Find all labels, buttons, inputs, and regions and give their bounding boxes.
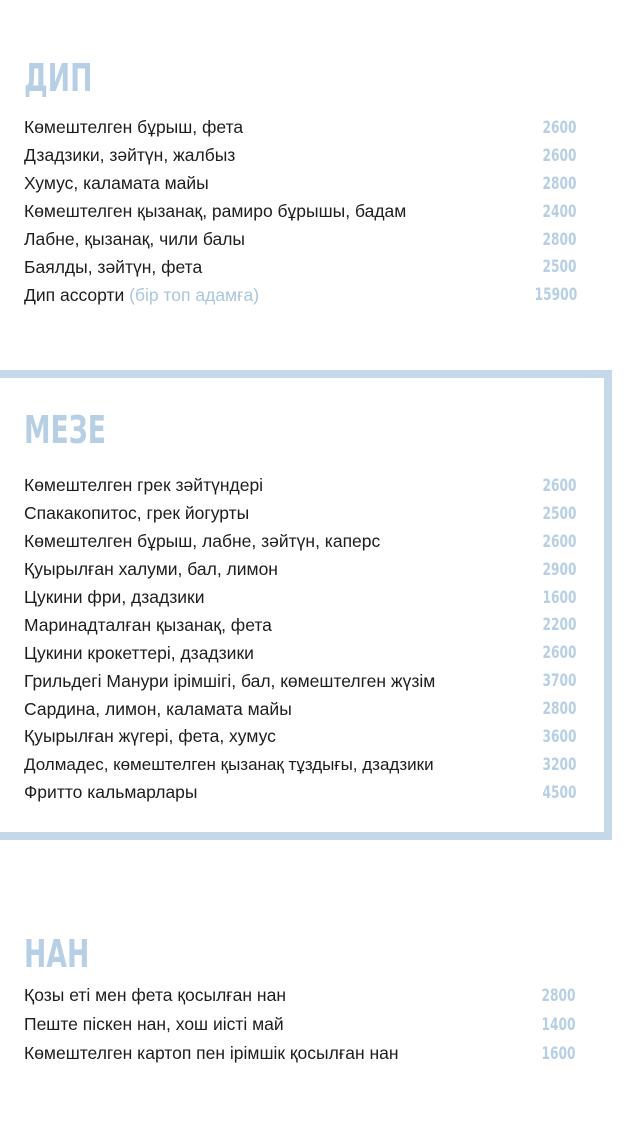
- item-name: Көмештелген грек зәйтүндері: [24, 475, 264, 496]
- item-name: Цукини фри, дзадзики: [24, 587, 205, 607]
- list-item: [24, 981, 576, 1010]
- item-price: 2500: [542, 503, 577, 524]
- meze-list: [24, 472, 577, 807]
- item-name-main: Дип ассорти: [24, 284, 125, 305]
- item-price: 2600: [542, 145, 577, 166]
- list-item: [24, 142, 577, 170]
- item-price: 2600: [542, 643, 577, 664]
- item-price: 4500: [542, 782, 577, 803]
- item-price: 15900: [534, 285, 577, 306]
- item-name: Қуырылған халуми, бал, лимон: [24, 559, 278, 580]
- item-price: 2800: [542, 229, 577, 250]
- item-price: 2500: [542, 257, 577, 278]
- list-item: [24, 639, 577, 667]
- item-price: 2900: [542, 559, 577, 580]
- item-name: Пеште піскен нан, хош иісті май: [24, 1014, 284, 1034]
- list-item: [24, 1039, 576, 1068]
- list-item: [24, 198, 577, 226]
- item-name: Фритто кальмарлары: [24, 782, 198, 803]
- item-name: Долмадес, көмештелген қызанақ тұздығы, дзадзики: [24, 754, 434, 774]
- list-item: [24, 611, 577, 639]
- item-note: (бір топ адамға): [129, 284, 260, 305]
- item-name: Спакакопитос, грек йогурты: [24, 503, 250, 524]
- item-price: 1400: [541, 1014, 576, 1035]
- dip-list: [24, 114, 577, 309]
- item-name: Дзадзики, зәйтүн, жалбыз: [24, 145, 236, 166]
- item-price: 2800: [542, 699, 577, 720]
- item-price: 1600: [542, 587, 577, 608]
- item-name: Маринадталған қызанақ, фета: [24, 614, 272, 635]
- item-price: 1600: [541, 1043, 576, 1064]
- item-name: Цукини крокеттері, дзадзики: [24, 642, 254, 663]
- list-item: [24, 281, 577, 309]
- item-name: Грильдегі Манури ірімшігі, бал, көмештелген жүзім: [24, 670, 436, 691]
- nan-list: [24, 981, 576, 1068]
- item-name: Хумус, каламата майы: [24, 173, 209, 194]
- item-price: 3700: [542, 671, 577, 692]
- list-item: [24, 723, 577, 751]
- list-item: [24, 556, 577, 584]
- item-name: Көмештелген картоп пен ірімшік қосылған нан: [24, 1043, 399, 1063]
- item-name: Баялды, зәйтүн, фета: [24, 256, 203, 277]
- list-item: [24, 751, 577, 779]
- list-item: [24, 695, 577, 723]
- list-item: [24, 253, 577, 281]
- list-item: [24, 226, 577, 254]
- list-item: [24, 170, 577, 198]
- list-item: [24, 114, 577, 142]
- list-item: [24, 779, 577, 807]
- list-item: [24, 500, 577, 528]
- list-item: [24, 584, 577, 612]
- item-name: [24, 285, 259, 306]
- item-name: Қозы еті мен фета қосылған нан: [24, 985, 286, 1005]
- section-title-nan: НАН: [24, 932, 90, 976]
- item-price: 2600: [542, 475, 577, 496]
- list-item: [24, 528, 577, 556]
- item-price: 2600: [542, 531, 577, 552]
- list-item: [24, 667, 577, 695]
- item-price: 2600: [542, 117, 577, 138]
- item-price: 2200: [542, 615, 577, 636]
- item-name: Көмештелген бұрыш, лабне, зәйтүн, каперс: [24, 531, 381, 552]
- item-price: 2800: [541, 985, 576, 1006]
- item-price: 2800: [542, 173, 577, 194]
- item-name: Қуырылған жүгері, фета, хумус: [24, 726, 276, 747]
- item-price: 3600: [542, 726, 577, 747]
- list-item: [24, 1010, 576, 1039]
- item-name: Сардина, лимон, каламата майы: [24, 698, 292, 719]
- section-title-dip: ДИП: [24, 56, 93, 100]
- item-name: Көмештелген қызанақ, рамиро бұрышы, бадам: [24, 201, 407, 222]
- item-price: 2400: [542, 201, 577, 222]
- list-item: [24, 472, 577, 500]
- item-name: Лабне, қызанақ, чили балы: [24, 229, 246, 249]
- item-name: Көмештелген бұрыш, фета: [24, 117, 244, 138]
- item-price: 3200: [542, 754, 577, 775]
- section-title-meze: МЕЗЕ: [24, 408, 106, 452]
